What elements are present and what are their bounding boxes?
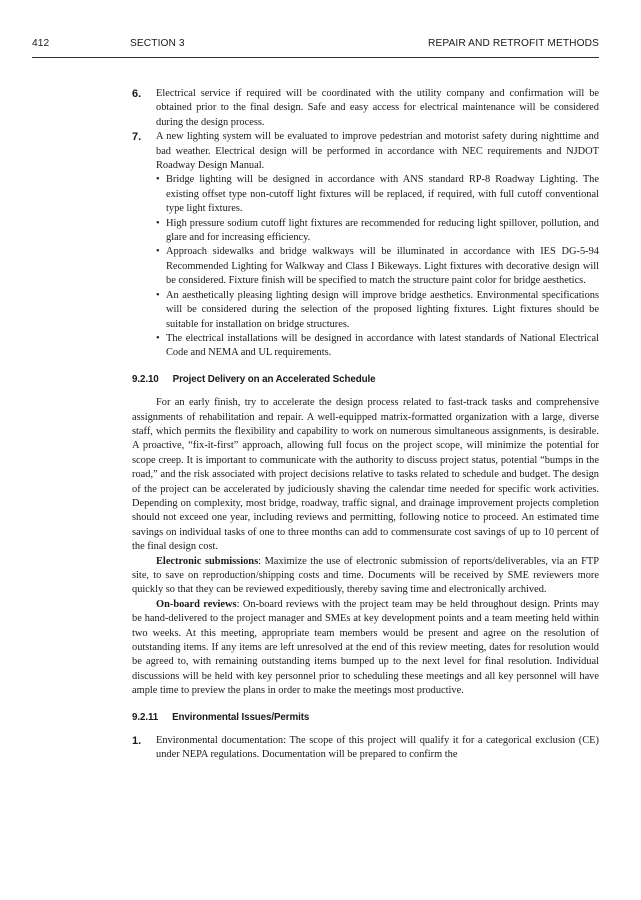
paragraph: For an early finish, try to accelerate the design process related to fast-track tasks and comprehensive assignments of rehabilitation and repair. A well-equipped matrix-formatted organization with a large, diverse staff, which permits the flexibility and capability to work on numerous simultaneous assignments, is desirable. A proactive, “fix-it-first” approach, allowing full focus on the project scope, will minimize the potential for scope creep. It is important to communicate with the authority to discuss project status, potential “bumps in the road,” and the risk associated with project decisions relative to tasks related to schedule and budget. The design of the project can be accelerated by judiciously shaving the calendar time needed for specific work activities. Depending on complexity, most bridge, roadway, traffic signal, and drainage improvement projects completion should not exceed one year, including reviews and permitting, following notice to proceed. An estimated time savings on individual tasks of one to three months can add to commensurate cost savings of up to 10 percent of the final design cost. (132, 397, 599, 553)
run-in-heading: On-board reviews (156, 598, 237, 610)
bullet-item: • High pressure sodium cutoff light fixtures are recommended for reducing light spillover, pollution, and glare and for increasing efficiency. (156, 217, 599, 246)
lighting-bullet-list (132, 173, 599, 360)
section-heading-9-2-10 (132, 373, 599, 387)
bullet-item: • Approach sidewalks and bridge walkways will be illuminated in accordance with IES DG-5-94 Recommended Lighting for Walkway and Class I Bikeways. Light fixtures with decorative design will be considered. Fixture finish will be specified to match the structure paint color for bridge aesthetics. (156, 245, 599, 288)
page-number: 412 (32, 38, 50, 49)
section-title: Environmental Issues/Permits (172, 711, 310, 723)
item-text: A new lighting system will be evaluated to improve pedestrian and motorist safety during nighttime and bad weather. Electrical design will be performed in accordance with NEC requirements and NJDOT Roadway Design Manual. (156, 131, 599, 172)
bullet-item: • An aesthetically pleasing lighting design will improve bridge aesthetics. Environmental specifications will be considered during the selection of the proposed lighting fixtures. Light fixtures should be suitable for installation on bridge structures. (156, 289, 599, 332)
section-label: SECTION 3 (130, 38, 185, 49)
body-text (132, 87, 599, 763)
list-item-1 (132, 734, 599, 763)
run-in-heading: Electronic submissions (156, 555, 259, 567)
paragraph-text: : On-board reviews with the project team may be held throughout design. Prints may be hand-delivered to the project manager and SMEs at key development points and a team meeting held within two weeks. At this meeting, appropriate team members would be present and agree on the resolution of outstanding items. If any items are left unresolved at the end of this review meeting, dates for resolution would be agreed to, with remaining outstanding items bumped up to the next level for final resolution. Individual discussions will be held with key personnel prior to scheduling these meetings and all key personnel will have ample time to preview the plans in order to make the meetings most productive. (132, 598, 599, 697)
header-rule (32, 57, 599, 58)
item-number: 6. (132, 88, 142, 100)
item-number: 1. (132, 735, 142, 748)
bullet-item: • The electrical installations will be designed in accordance with latest standards of National Electrical Code and NEMA and UL requirements. (156, 332, 599, 361)
list-item-7 (132, 130, 599, 173)
paragraph (132, 555, 599, 598)
paragraph-text: : Maximize the use of electronic submission of reports/deliverables, via an FTP site, to save on reproduction/shipping costs and time. Documents will be received by SME reviewers more quickly so that they can be reviewed expeditiously, thereby saving time and electronically archived. (132, 555, 599, 596)
section-number: 9.2.11 (132, 711, 159, 723)
paragraph (132, 598, 599, 699)
item-text: Electrical service if required will be coordinated with the utility company and confirmation will be obtained prior to the final design. Safe and easy access for electrical maintenance will be considered during the design process. (156, 88, 599, 128)
section-title: Project Delivery on an Accelerated Schedule (172, 373, 376, 385)
item-text: Environmental documentation: The scope of this project will qualify it for a categorical exclusion (CE) under NEPA regulations. Documentation will be prepared to confirm the (156, 735, 599, 761)
running-title: REPAIR AND RETROFIT METHODS (428, 38, 599, 49)
list-item-6 (132, 87, 599, 130)
running-header (32, 38, 599, 54)
section-number: 9.2.10 (132, 373, 159, 385)
item-number: 7. (132, 131, 142, 144)
bullet-item: • Bridge lighting will be designed in accordance with ANS standard RP-8 Roadway Lighting. The existing offset type non-cutoff light fixtures will be replaced, if required, with full cutoff conventional type light fixtures. (156, 173, 599, 216)
section-heading-9-2-11 (132, 711, 599, 725)
